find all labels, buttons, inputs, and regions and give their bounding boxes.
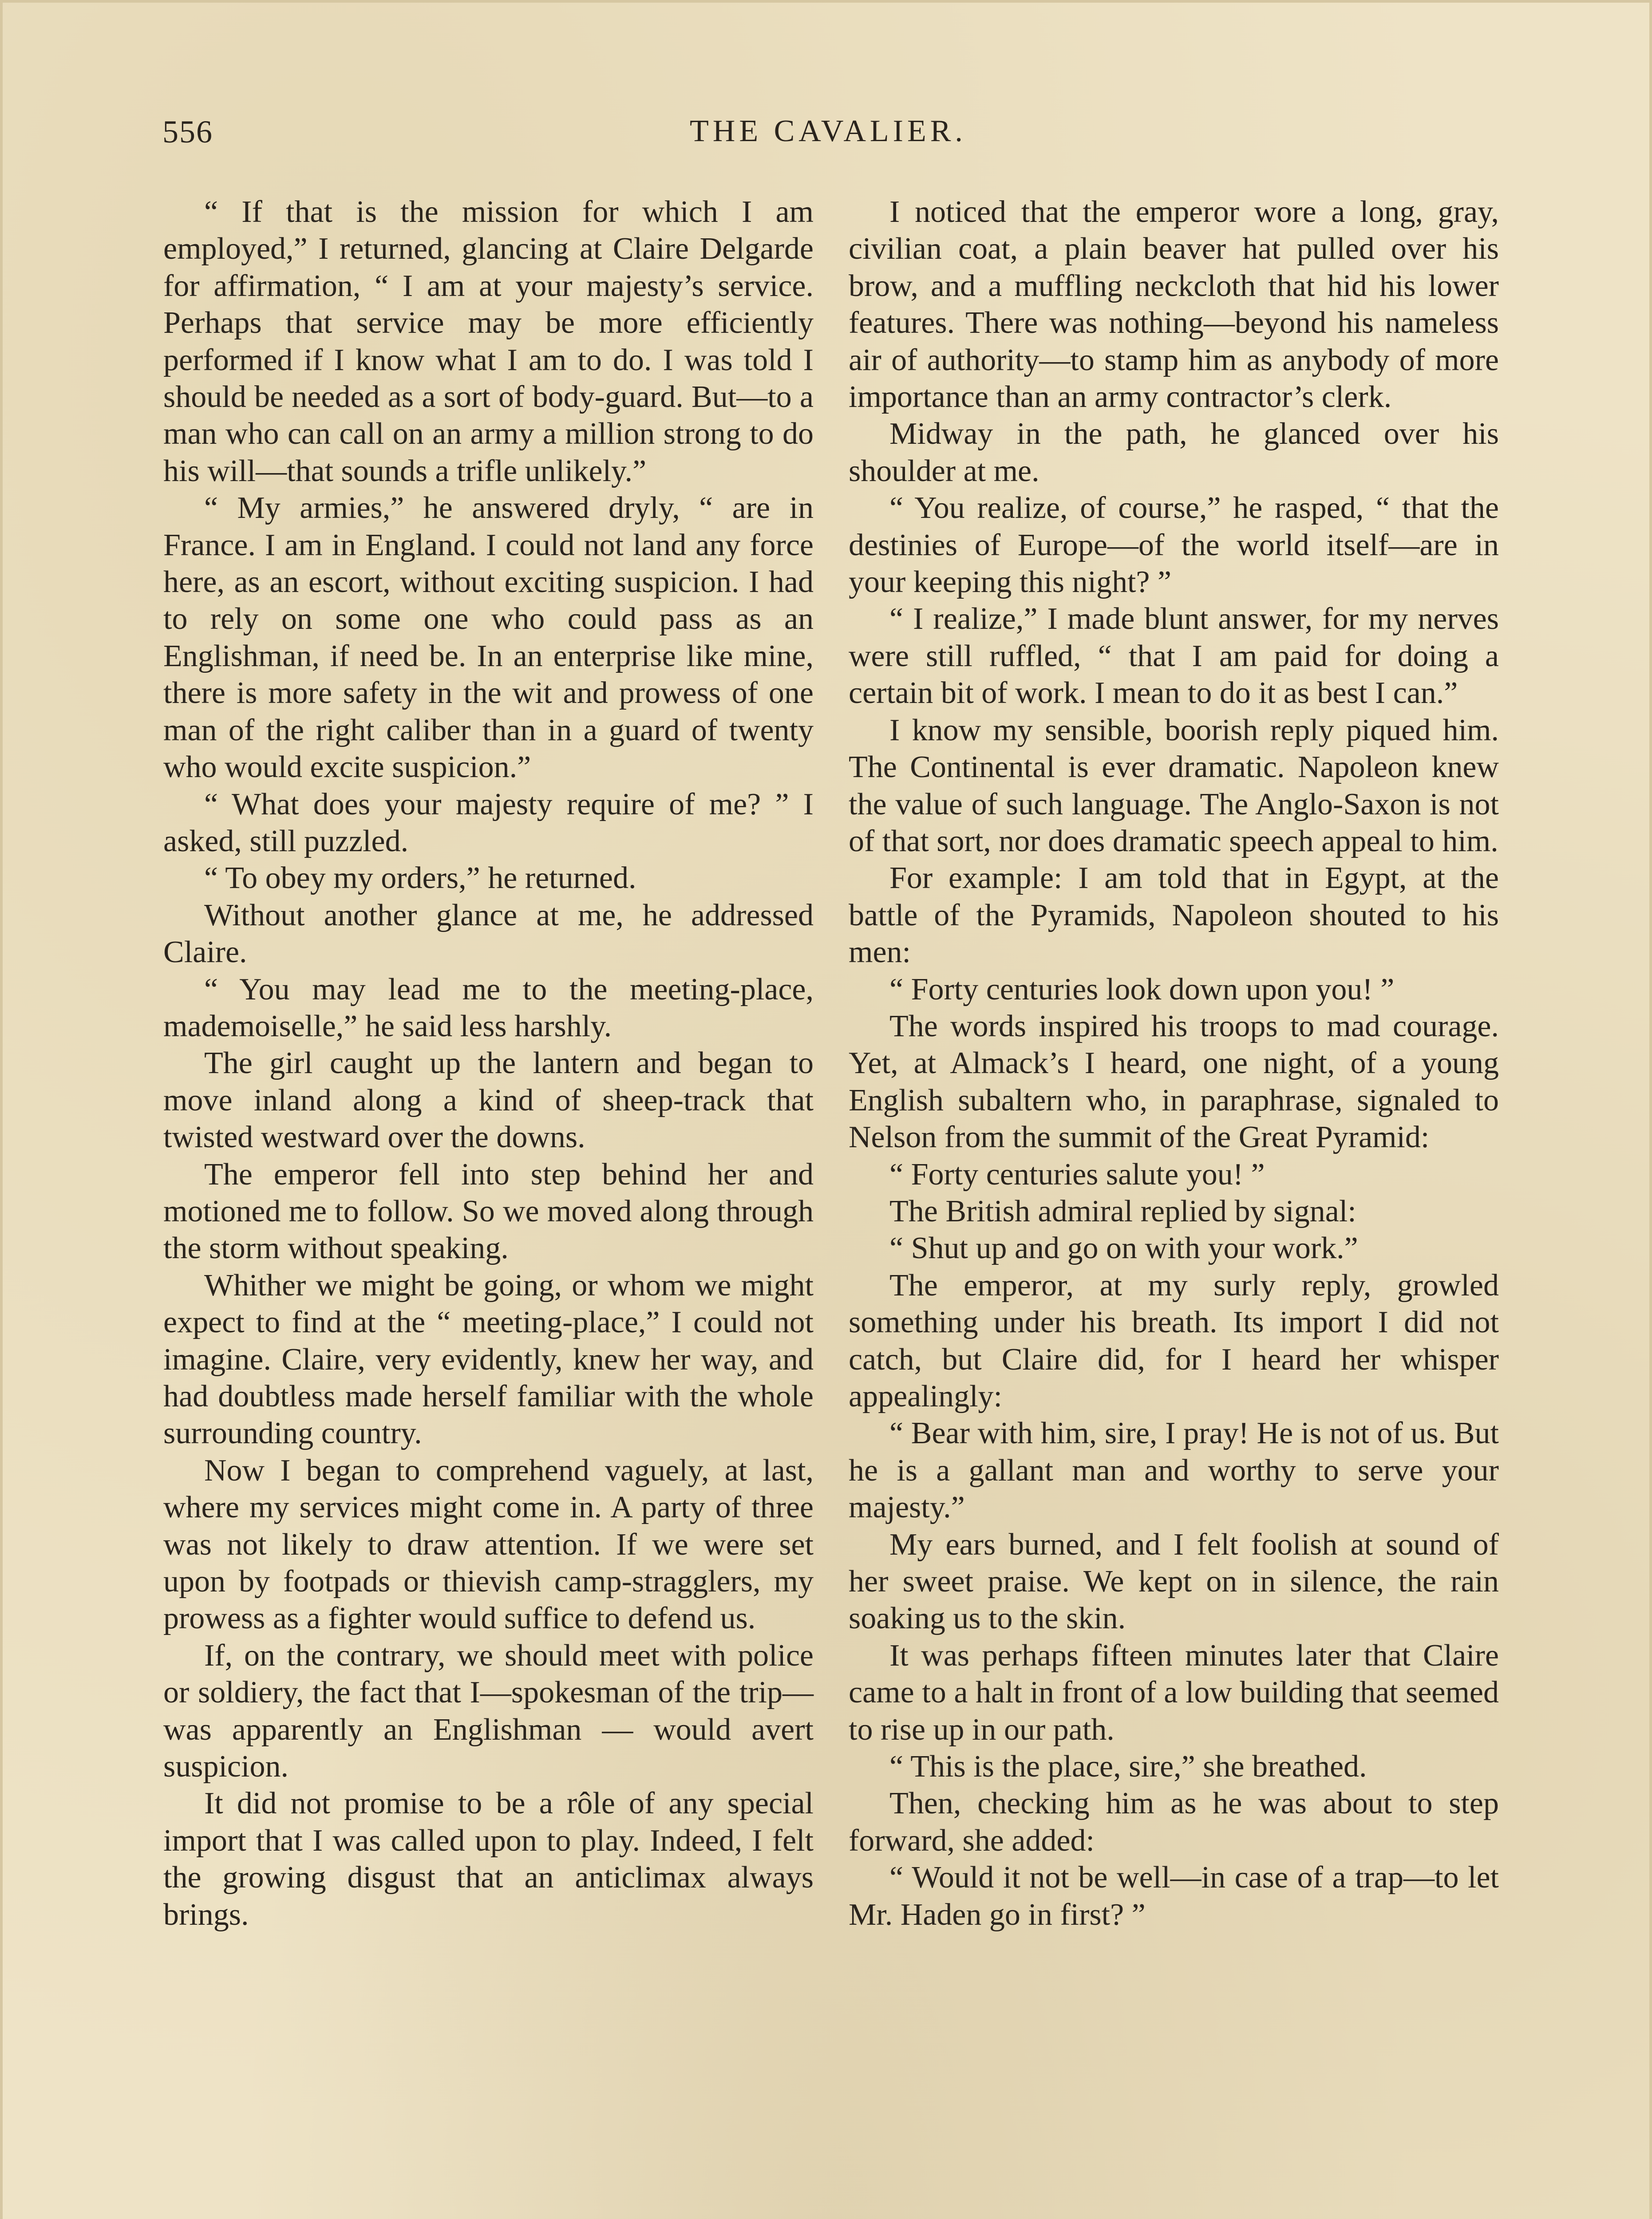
- paragraph: Now I began to comprehend vaguely, at last, where my services might come in. A party of three was not likely to draw attention. If we were set upon by footpads or thievish camp-stragglers, my prowess as a fighter would suffice to defend us.: [163, 1453, 814, 1636]
- paragraph: “ Forty centuries look down upon you! ”: [889, 972, 1395, 1007]
- left-column: [163, 193, 814, 1933]
- paragraph: The British admiral replied by signal:: [889, 1194, 1356, 1228]
- running-head: THE CAVALIER.: [690, 114, 967, 148]
- paragraph: “ What does your majesty require of me? ” I asked, still puzzled.: [163, 787, 814, 858]
- paragraph: “ Shut up and go on with your work.”: [889, 1231, 1358, 1266]
- paragraph: “ My armies,” he answered dryly, “ are in France. I am in England. I could not land any force here, as an escort, without exciting suspicion. I had to rely on some one who could pass as an Englishman, if need be. In an enterprise like mine, there is more safety in the wit and prowess of one man of the right caliber than in a guard of twenty who would excite suspicion.”: [163, 491, 814, 785]
- paragraph: The emperor fell into step behind her and motioned me to follow. So we moved along through the storm without speaking.: [163, 1157, 814, 1266]
- paragraph: It did not promise to be a rôle of any special import that I was called upon to play. Indeed, I felt the growing disgust that an anticlimax always brings.: [163, 1786, 814, 1932]
- paragraph: Whither we might be going, or whom we might expect to find at the “ meeting-place,” I could not imagine. Claire, very evidently, knew her way, and had doubtless made herself familiar with the whole surrounding country.: [163, 1268, 814, 1451]
- paragraph: I know my sensible, boorish reply piqued him. The Continental is ever dramatic. Napoleon knew the value of such language. The Anglo-Saxon is not of that sort, nor does dramatic speech appeal to him.: [849, 713, 1499, 858]
- paragraph: My ears burned, and I felt foolish at sound of her sweet praise. We kept on in silence, the rain soaking us to the skin.: [849, 1527, 1499, 1636]
- paragraph: “ You may lead me to the meeting-place, mademoiselle,” he said less harshly.: [163, 972, 814, 1043]
- paragraph: “ You realize, of course,” he rasped, “ that the destinies of Europe—of the world itself—are in your keeping this night? ”: [849, 491, 1499, 600]
- paragraph: Then, checking him as he was about to step forward, she added:: [849, 1786, 1499, 1858]
- page-number: 556: [162, 114, 213, 150]
- right-column: [849, 193, 1499, 1933]
- paragraph: “ Forty centuries salute you! ”: [889, 1157, 1265, 1192]
- paragraph: If, on the contrary, we should meet with police or soldiery, the fact that I—spokesman of the trip—was apparently an Englishman — would avert suspicion.: [163, 1638, 814, 1784]
- paragraph: I noticed that the emperor wore a long, gray, civilian coat, a plain beaver hat pulled over his brow, and a muffling neckcloth that hid his lower features. There was nothing—beyond his nameless air of authority—to stamp him as anybody of more importance than an army contractor’s clerk.: [849, 195, 1499, 415]
- paragraph: “ This is the place, sire,” she breathed.: [889, 1749, 1367, 1784]
- paragraph: The girl caught up the lantern and began to move inland along a kind of sheep-track that twisted westward over the downs.: [163, 1046, 814, 1155]
- paragraph: “ Would it not be well—in case of a trap—to let Mr. Haden go in first? ”: [849, 1860, 1499, 1932]
- paragraph: The words inspired his troops to mad courage. Yet, at Almack’s I heard, one night, of a young English subaltern who, in paraphrase, signaled to Nelson from the summit of the Great Pyramid:: [849, 1009, 1499, 1155]
- paragraph: “ If that is the mission for which I am employed,” I returned, glancing at Claire Delgarde for affirmation, “ I am at your majesty’s service. Perhaps that service may be more efficiently performed if I know what I am to do. I was told I should be needed as a sort of body-guard. But—to a man who can call on an army a million strong to do his will—that sounds a trifle unlikely.”: [163, 195, 814, 488]
- paragraph: Midway in the path, he glanced over his shoulder at me.: [849, 417, 1499, 488]
- paragraph: Without another glance at me, he addressed Claire.: [163, 898, 814, 970]
- paragraph: “ I realize,” I made blunt answer, for my nerves were still ruffled, “ that I am paid for doing a certain bit of work. I mean to do it as best I can.”: [849, 602, 1499, 711]
- paragraph: “ Bear with him, sire, I pray! He is not of us. But he is a gallant man and worthy to serve your majesty.”: [849, 1416, 1499, 1525]
- page-header: [162, 114, 1494, 158]
- paragraph: The emperor, at my surly reply, growled something under his breath. Its import I did not catch, but Claire did, for I heard her whisper appealingly:: [849, 1268, 1499, 1414]
- paragraph: For example: I am told that in Egypt, at the battle of the Pyramids, Napoleon shouted to his men:: [849, 861, 1499, 970]
- paragraph: “ To obey my orders,” he returned.: [204, 861, 636, 896]
- paragraph: It was perhaps fifteen minutes later that Claire came to a halt in front of a low building that seemed to rise up in our path.: [849, 1638, 1499, 1747]
